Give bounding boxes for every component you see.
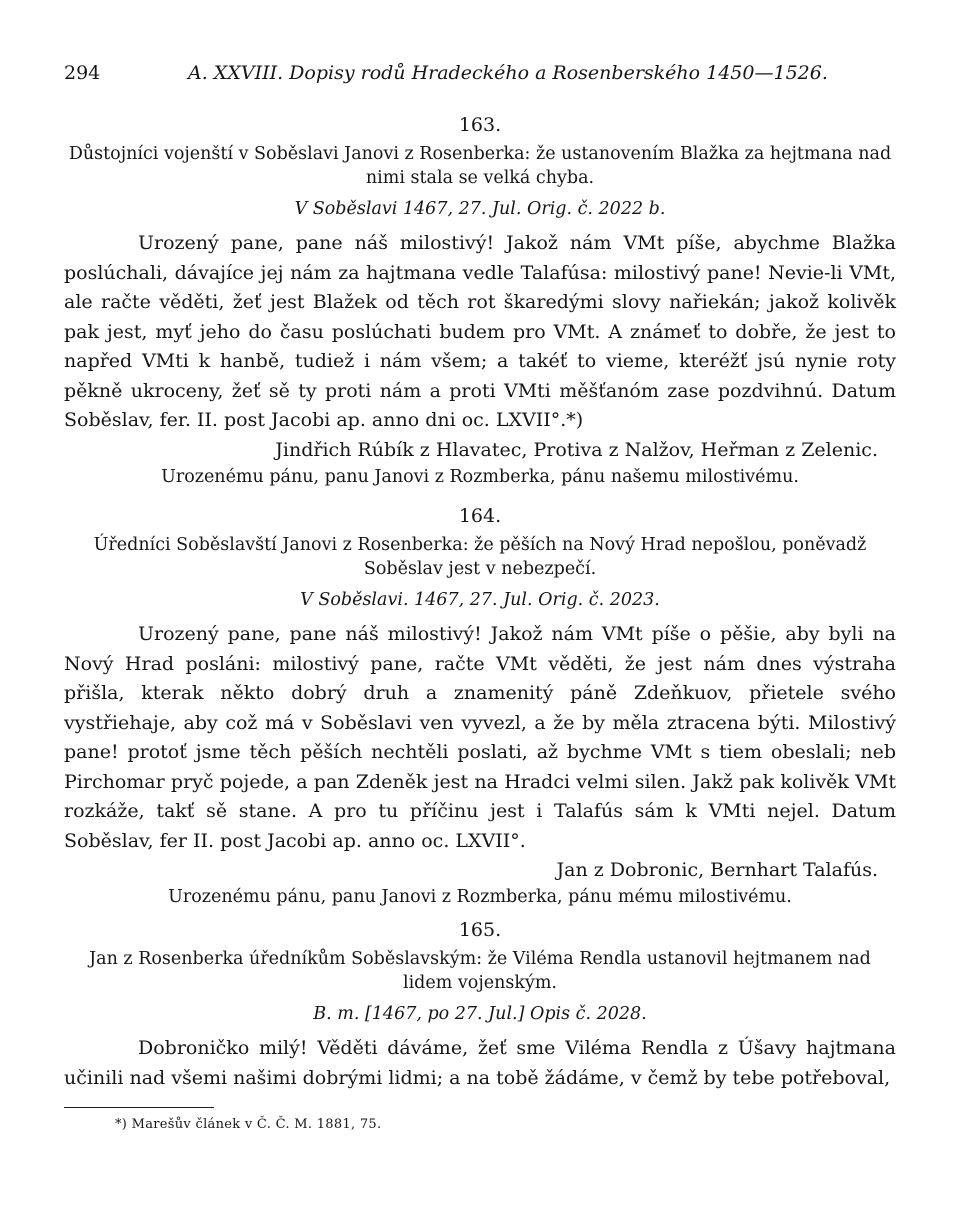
letter-address: Urozenému pánu, panu Janovi z Rozmberka, pánu mému milostivému. xyxy=(168,887,792,907)
letter-text xyxy=(64,1034,896,1093)
entry-source: V Soběslavi 1467, 27. Jul. Orig. č. 2022 b. xyxy=(294,199,666,219)
entry-165 xyxy=(64,917,896,1093)
running-title: A. XXVIII. Dopisy rodů Hradeckého a Rosenberského 1450—1526. xyxy=(188,62,828,84)
entry-163 xyxy=(64,112,896,490)
entry-number: 165. xyxy=(458,919,502,941)
page-number: 294 xyxy=(64,62,101,84)
entry-number: 164. xyxy=(458,505,502,527)
footnote: *) Marešův článek v Č. Č. M. 1881, 75. xyxy=(115,1117,382,1132)
entry-source: B. m. [1467, po 27. Jul.] Opis č. 2028. xyxy=(313,1004,647,1024)
letter-signature: Jan z Dobronic, Bernhart Talafús. xyxy=(556,859,878,881)
entry-regest: Jan z Rosenberka úředníkům Soběslavským: že Viléma Rendla ustanovil hejtmanem nad lidem vojenským. xyxy=(89,949,871,993)
entry-regest: Úředníci Soběslavští Janovi z Rosenberka: že pěších na Nový Hrad nepošlou, poněvadž Soběslav jest v nebezpečí. xyxy=(93,535,867,579)
footnote-rule xyxy=(64,1107,214,1108)
letter-text-content: Urozený pane, pane náš milostivý! Jakož nám VMt píše o pěšie, aby byli na Nový Hrad posláni: milostivý pane, račte VMt věděti, že jest nám dnes výstraha přišla, kterak někto dobrý druh a znamenitý páně Zdeňkuov, přietele svého vystřiehaje, aby což má v Soběslavi ven vyvezl, a že by měla ztracena býti. Milostivý pane! protoť jsme těch pěších nechtěli poslati, až bychme VMt s tiem obeslali; neb Pirchomar pryč pojede, a pan Zdeněk jest na Hradci velmi silen. Jakž pak kolivěk VMt rozkáže, takť sě stane. A pro tu příčinu jest i Talafús sám k VMti nejel. Datum Soběslav, fer II. post Jacobi ap. anno oc. LXVII°. xyxy=(64,623,896,852)
letter-text xyxy=(64,620,896,856)
entry-164 xyxy=(64,503,896,910)
letter-text xyxy=(64,229,896,436)
letter-signature: Jindřich Rúbík z Hlavatec, Protiva z Nalžov, Heřman z Zelenic. xyxy=(275,438,878,461)
entry-source: V Soběslavi. 1467, 27. Jul. Orig. č. 2023. xyxy=(300,590,660,610)
entry-regest: Důstojníci vojenští v Soběslavi Janovi z Rosenberka: že ustanovením Blažka za hejtmana nad nimi stala se velká chyba. xyxy=(68,144,892,188)
letter-address: Urozenému pánu, panu Janovi z Rozmberka, pánu našemu milostivému. xyxy=(161,466,799,487)
letter-text-content: Urozený pane, pane náš milostivý! Jakož nám VMt píše, abychme Blažka poslúchali, dávajíce jej nám za hajtmana vedle Talafúsa: milostivý pane! Nevie-li VMt, ale račte věděti, žeť jest Blažek od těch rot škaredými slovy nařiekán; jakož kolivěk pak jest, myť jeho do času poslúchati budem pro VMt. A známeť to dobře, že jest to napřed VMti k hanbě, tudiež i nám všem; a takéť to vieme, kteréžť jsú nynie roty pěkně ukroceny, žeť sě ty proti nám a proti VMti měšťanóm zase pozdvihnú. Datum Soběslav, fer. II. post Jacobi ap. anno dni oc. LXVII°.*) xyxy=(64,232,896,431)
letter-text-content: Dobroničko milý! Věděti dáváme, žeť sme Viléma Rendla z Úšavy hajtmana učinili nad všemi našimi dobrými lidmi; a na tobě žádáme, v čemž by tebe potřeboval, xyxy=(64,1037,896,1089)
entry-number: 163. xyxy=(458,114,502,136)
